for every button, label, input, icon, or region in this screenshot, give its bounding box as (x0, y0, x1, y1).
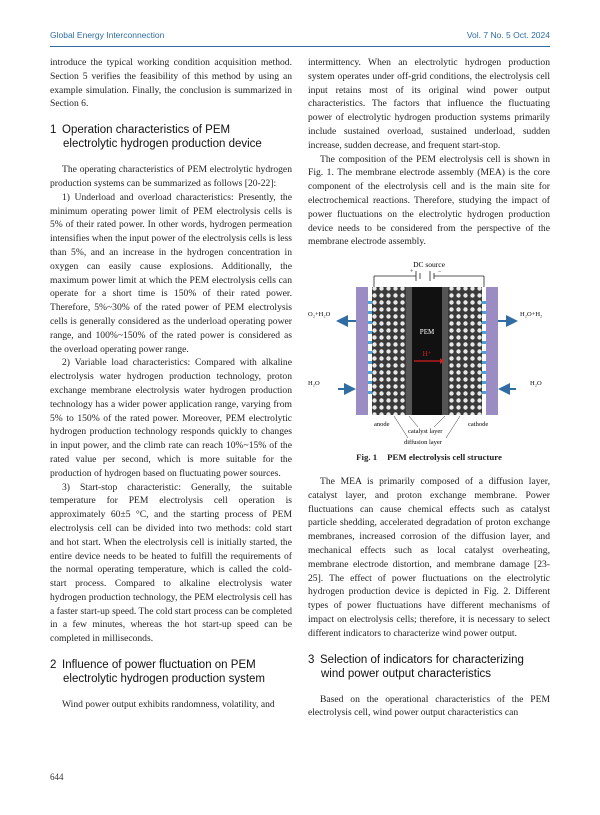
section-title-line1: Influence of power fluctuation on PEM (62, 659, 256, 672)
caption-label: Fig. 1 (356, 452, 378, 463)
figure-1-caption (308, 451, 550, 465)
anode-catalyst-layer (406, 287, 412, 415)
section-number: 1 (50, 124, 57, 137)
section-title-line2: electrolytic hydrogen production system (63, 673, 265, 686)
section-1-heading (50, 123, 292, 151)
section-title-line2: wind power output characteristics (321, 667, 492, 680)
paragraph: The MEA is primarily composed of a diffusion layer, catalyst layer, and proton exchange membrane. Power fluctuations can cause chemical effects such as catalyst particle shedding, accelerated degradation of proton exchange membranes, increased corrosion of the diffusion layer, and mechanical effects such as local catalyst overheating, membrane electrode distortion, and membrane damage [23-25]. The effect of power fluctuations on the electrolytic hydrogen production device is depicted in Fig. 2. Different types of power fluctuations have different mechanisms of impact on electrolysis cells; therefore, it is necessary to select different indicators to characterize wind power output. (308, 475, 550, 639)
plus-sign: + (410, 269, 414, 276)
section-title-line1: Selection of indicators for characterizing (320, 653, 524, 666)
section-title-line1: Operation characteristics of PEM (62, 124, 231, 137)
paragraph: intermittency. When an electrolytic hydrogen production system operates under off-grid conditions, the electrolysis cell input retains most of its original wind power output characteristics. The factors that influence the fluctuating power of electrolytic hydrogen production systems primarily include sustained overload, sustained underload, sudden increase, sudden decrease, and frequent start-stop. (308, 57, 550, 151)
right-column (308, 56, 550, 720)
h2o-left-label: H₂O (308, 380, 320, 388)
section-number: 3 (308, 653, 315, 666)
battery-symbol (374, 271, 484, 287)
anode-label: anode (374, 421, 390, 429)
paragraph: 3) Start-stop characteristic: Generally, the suitable temperature for PEM electrolysis cell operation is approximately 60±5 °C, and the starting process of PEM electrolysis cell can be divided into two methods: cold start and hot start. When the electrolysis cell is initially started, the entire device needs to be heated to fulfill the requirements of the normal operating temperature, which is called the cold-start process. Compared to alkaline electrolysis water hydrogen production technology, the PEM electrolysis cell has a faster start-up speed. The cold start process can be completed in a few minutes, whereas the hot start-up speed can be completed in milliseconds. (50, 481, 292, 645)
paragraph: Wind power output exhibits randomness, volatility, and (62, 699, 275, 711)
cathode-label: cathode (468, 421, 489, 429)
running-header (50, 30, 550, 47)
section-2-heading (50, 658, 292, 686)
page-number: 644 (50, 772, 64, 782)
paragraph: The operating characteristics of PEM electrolytic hydrogen production systems can be summarized as follows [20-22]: (50, 164, 292, 189)
cathode-diffusion-layer (448, 287, 482, 415)
pem-label: PEM (419, 328, 435, 337)
paragraph: 2) Variable load characteristics: Compared with alkaline electrolysis water hydrogen production technology, proton exchange membrane electrolysis water hydrogen production technology has a wider power application range, varying from 5% to 150% of the rated power. Moreover, PEM electrolytic hydrogen production technology responds quickly to changes in input power, and the climb rate can reach 10%~15% of the rated value per second, which is more suitable for the production of hydrogen based on fluctuating power sources. (50, 357, 292, 479)
paragraph: 1) Underload and overload characteristics: Presently, the minimum operating power limit of PEM electrolysis cells is 5% of their rated power. In other words, hydrogen permeation intensifies when the input power of the electrolysis cells is less than 5%, and an increase in the hydrogen concentration in oxygen can easily cause explosions. Additionally, the maximum power limit at which the PEM electrolysis cells can operate for a short time is 150% of their rated power. Therefore, 5%~30% of the rated power of PEM electrolysis cells is generally considered as the underload operating power range, and 100%~150% of the rated power is considered as the overload operating power range. (50, 191, 292, 355)
h-plus-label: H⁺ (422, 350, 432, 359)
paragraph: Based on the operational characteristics of the PEM electrolysis cell, wind power output characteristics can (308, 693, 550, 719)
o2-h2o-label: O₂+H₂O (308, 311, 331, 319)
issue-info: Vol. 7 No. 5 Oct. 2024 (466, 30, 550, 40)
anode-diffusion-layer (372, 287, 406, 415)
caption-text: PEM electrolysis cell structure (387, 452, 502, 463)
anode-end-plate (356, 287, 368, 415)
figure-1 (308, 257, 550, 447)
catalyst-layer-label: catalyst layer (408, 428, 443, 436)
section-number: 2 (50, 659, 57, 672)
intro-paragraph: introduce the typical working condition acquisition method. Section 5 verifies the feasibility of this method by using an example simulation. Finally, the conclusion is summarized in Section 6. (50, 57, 292, 110)
minus-sign: − (438, 269, 442, 276)
section-title-line2: electrolytic hydrogen production device (63, 138, 262, 151)
left-column (50, 56, 292, 712)
cathode-catalyst-layer (442, 287, 448, 415)
cathode-end-plate (486, 287, 498, 415)
diffusion-layer-label: diffusion layer (404, 439, 442, 447)
journal-name: Global Energy Interconnection (50, 30, 165, 40)
pem-cell-diagram (308, 257, 550, 447)
h2o-h2-label: H₂O+H₂ (520, 311, 543, 319)
h2o-right-label: H₂O (530, 380, 542, 388)
section-3-heading (308, 653, 550, 681)
dc-source-label: DC source (413, 260, 445, 270)
paragraph: The composition of the PEM electrolysis cell is shown in Fig. 1. The membrane electrode assembly (MEA) is the core component of the electrolysis cell and is the main site for electrochemical reactions. Therefore, studying the impact of power fluctuations on the electrolytic hydrogen production device needs to be considered from the perspective of the membrane electrode assembly. (308, 153, 550, 248)
